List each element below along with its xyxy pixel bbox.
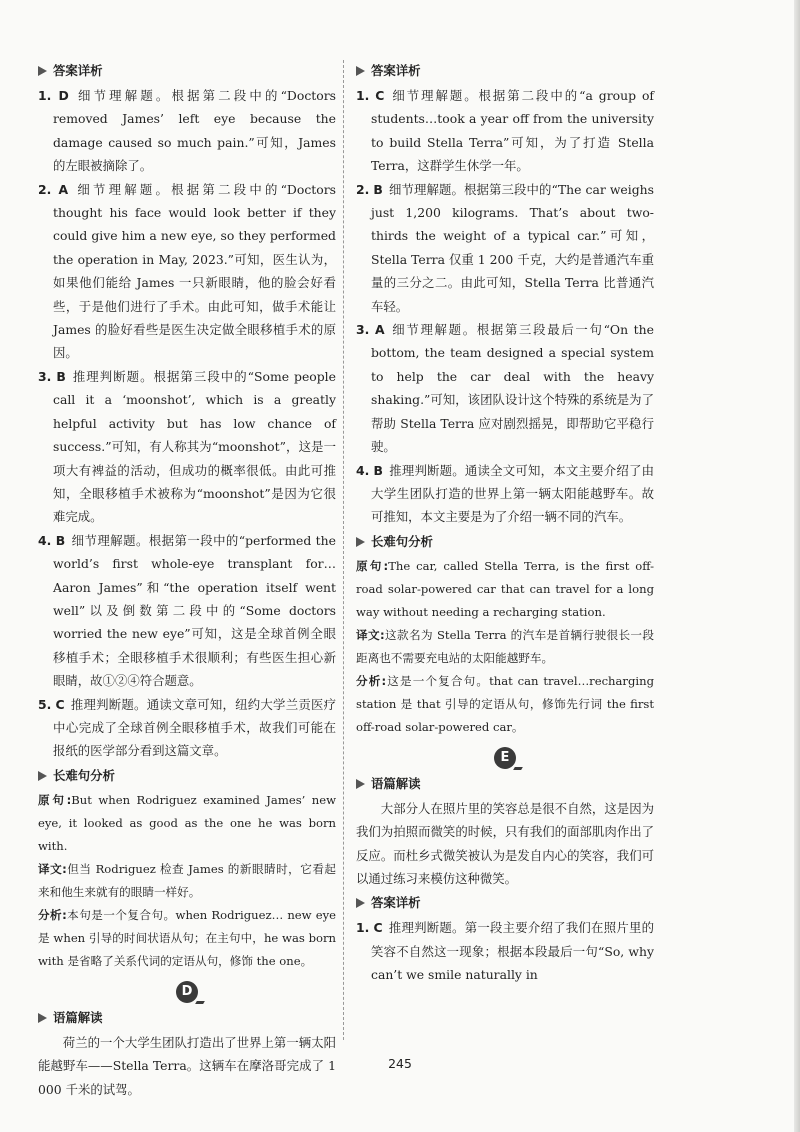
right-column [356, 58, 654, 987]
arrow-icon [356, 898, 365, 908]
passage-badge-d: D [38, 981, 336, 1003]
original-sentence: 原句:But when Rodriguez examined James’ new eye, it looked as good as the one he was born with. [38, 792, 336, 853]
translation: 译文:这款名为 Stella Terra 的汽车是首辆行驶很长一段距离也不需要充电站的太阳能越野车。 [356, 627, 654, 665]
passage-badge-e: E [356, 747, 654, 769]
answer-item: 1. C 推理判断题。第一段主要介绍了我们在照片里的笑容不自然这一现象；根据本段最后一句“So, why can’t we smile naturally in [356, 920, 654, 983]
answer-item: 3. A 细节理解题。根据第三段最后一句“On the bottom, the team designed a special system to help the car deal with the heavy shaking.”可知，该团队设计这个特殊的系统是为了帮助 Stella Terra 应对剧烈摇晃，即帮助它平稳行驶。 [356, 322, 654, 455]
passage-heading: 语篇解读 [356, 773, 654, 795]
answer-item: 4. B 推理判断题。通读全文可知，本文主要介绍了由大学生团队打造的世界上第一辆太阳能越野车。故可推知，本文主要是为了介绍一辆不同的汽车。 [356, 462, 654, 525]
sentence-analysis-heading: 长难句分析 [356, 531, 654, 553]
answer-item: 1. C 细节理解题。根据第二段中的“a group of students…took a year off from the university to build Stella Terra”可知，为了打造 Stella Terra，这群学生休学一年。 [356, 88, 654, 174]
answer-item: 2. B 细节理解题。根据第三段中的“The car weighs just 1,200 kilograms. That’s about two-thirds the weight of a typical car.”可知，Stella Terra 仅重 1 200 千克，大约是普通汽车重量的三分之二。由此可知，Stella Terra 比普通汽车轻。 [356, 181, 654, 314]
passage-heading: 语篇解读 [38, 1007, 336, 1029]
analysis: 分析:这是一个复合句。that can travel…recharging station 是 that 引导的定语从句，修饰先行词 the first off-road solar-powered car。 [356, 673, 654, 734]
answer-item: 3. B 推理判断题。根据第三段中的“Some people call it a ‘moonshot’, which is a greatly helpful activity but has low chance of success.”可知，有人称其为“moonshot”，这是一项大有裨益的活动，但成功的概率很低。由此可推知，全眼移植手术被称为“moonshot”是因为它很难完成。 [38, 368, 336, 525]
answer-item: 4. B 细节理解题。根据第一段中的“performed the world’s first whole-eye transplant for… Aaron James”和“the operation itself went well”以及倒数第二段中的“Some doctors worried the new eye”可知，这是全球首例全眼移植手术；全眼移植手术很顺利；有些医生担心新眼睛，故①②④符合题意。 [38, 532, 336, 689]
translation: 译文:但当 Rodriguez 检查 James 的新眼睛时，它看起来和他生来就有的眼睛一样好。 [38, 861, 336, 899]
answer-item: 5. C 推理判断题。通读文章可知，纽约大学兰贡医疗中心完成了全球首例全眼移植手术，故我们可能在报纸的医学部分看到这篇文章。 [38, 696, 336, 759]
answers-heading: 答案详析 [38, 60, 336, 82]
arrow-icon [356, 66, 365, 76]
left-column [38, 58, 336, 1101]
page-number: 245 [388, 1056, 412, 1071]
answer-item: 1. D 细节理解题。根据第二段中的“Doctors removed James’ left eye because the damage caused so much pain.”可知，James 的左眼被摘除了。 [38, 88, 336, 174]
passage-summary: 大部分人在照片里的笑容总是很不自然，这是因为我们为拍照而微笑的时候，只有我们的面部肌肉作出了反应。而杜乡式微笑被认为是发自内心的笑容，我们可以通过练习来模仿这种微笑。 [356, 800, 654, 886]
arrow-icon [38, 771, 47, 781]
arrow-icon [356, 779, 365, 789]
original-sentence: 原句:The car, called Stella Terra, is the first off-road solar-powered car that can travel for a long way without needing a recharging station. [356, 558, 655, 619]
answers-heading: 答案详析 [356, 892, 654, 914]
column-divider [343, 60, 344, 1040]
answer-item: 2. A 细节理解题。根据第二段中的“Doctors thought his face would look better if they could give him a new eye, so they performed the operation in May, 2023.”可知，医生认为，如果他们能给 James 一只新眼睛，他的脸会好看些，于是他们进行了手术。由此可知，做手术能让 James 的脸好看些是医生决定做全眼移植手术的原因。 [38, 181, 336, 361]
answers-heading: 答案详析 [356, 60, 654, 82]
analysis: 分析:本句是一个复合句。when Rodriguez… new eye 是 when 引导的时间状语从句；在主句中，he was born with 是省略了关系代词的定语从句，修饰 the one。 [38, 907, 336, 968]
arrow-icon [38, 66, 47, 76]
arrow-icon [356, 537, 365, 547]
arrow-icon [38, 1013, 47, 1023]
passage-summary: 荷兰的一个大学生团队打造出了世界上第一辆太阳能越野车——Stella Terra。这辆车在摩洛哥完成了 1 000 千米的试驾。 [38, 1034, 336, 1097]
sentence-analysis-heading: 长难句分析 [38, 765, 336, 787]
page-edge [794, 0, 800, 1132]
